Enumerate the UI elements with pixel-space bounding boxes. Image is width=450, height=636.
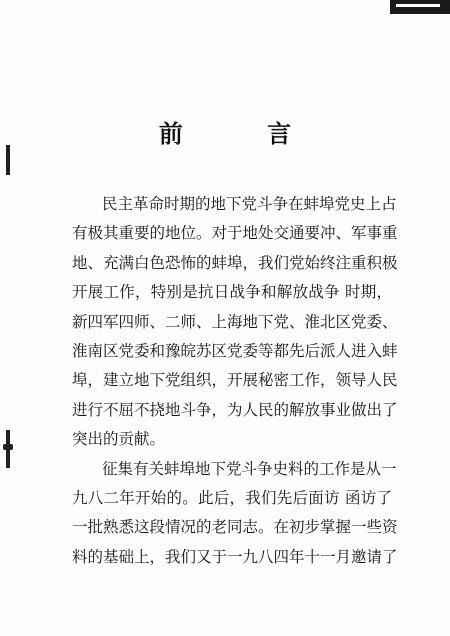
page-title: 前 言 [158,120,330,148]
text-line: 开展工作，特别是抗日战争和解放战争 时期， [72,283,392,302]
text-line: 进行不屈不挠地斗争，为人民的解放事业做出了 [72,400,398,419]
text-line: 埠，建立地下党组织，开展秘密工作，领导人民 [72,371,398,390]
scan-artifact-top [390,0,450,14]
body-text [72,190,398,572]
paragraph-2 [72,455,398,573]
text-line: 突出的贡献。 [72,430,166,449]
scan-artifact-left-1 [6,145,10,175]
text-line: 征集有关蚌埠地下党斗争史料的工作是从一 [102,459,397,478]
text-line: 地、充满白色恐怖的蚌埠，我们党始终注重积极 [72,253,398,272]
scan-artifact-left-2 [6,430,10,468]
text-line: 民主革命时期的地下党斗争在蚌埠党史上占 [102,195,397,213]
text-line: 料的基础上，我们又于一九八四年十一月邀请了 [72,547,398,566]
text-line: 一批熟悉这段情况的老同志。在初步掌握一些资 [72,518,398,537]
text-line: 新四军四师、二师、上海地下党、淮北区党委、 [72,312,398,331]
text-line: 有极其重要的地位。对于地处交通要冲、军事重 [72,224,398,243]
paragraph-1 [72,190,398,455]
text-line: 淮南区党委和豫皖苏区党委等都先后派人进入蚌 [72,341,398,360]
text-line: 九八二年开始的。此后，我们先后面访 函访了 [72,488,392,507]
